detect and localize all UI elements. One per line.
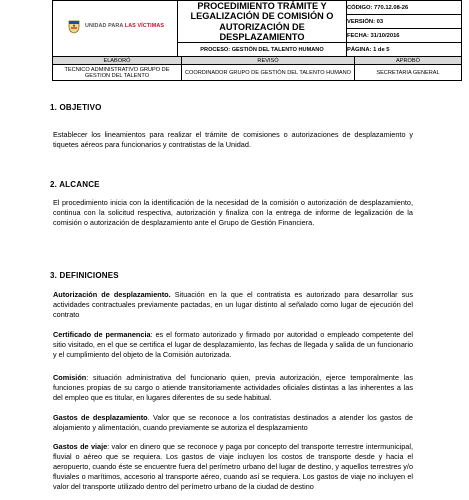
- logo-text: UNIDAD PARA LAS VÍCTIMAS: [84, 23, 165, 29]
- page-number: PÁGINA: 1 de 5: [347, 43, 462, 57]
- document-title: PROCEDIMIENTO TRÁMITE Y LEGALIZACIÓN DE COMISIÓN O AUTORIZACIÓN DE DESPLAZAMIENTO: [178, 1, 347, 43]
- aprobo-value: SECRETARIA GENERAL: [355, 65, 462, 81]
- section-heading-alcance: 2. ALCANCE: [50, 180, 100, 189]
- logo-cell: [53, 1, 178, 57]
- process-name: PROCESO: GESTIÓN DEL TALENTO HUMANO: [178, 43, 347, 57]
- alcance-text: El procedimiento inicia con la identificación de la necesidad de la comisión o autorización de desplazamiento, continua con la solicitud respectiva, autorización y finaliza con la entrega de informe de legalización de la comisión o autorización de desplazamiento ante el Grupo de Gestión Financiera.: [53, 198, 413, 227]
- definition-item: [53, 373, 413, 403]
- definition-term: Gastos de viaje: [53, 442, 108, 451]
- document-version: VERSIÓN: 03: [347, 15, 462, 29]
- definition-term: Gastos de desplazamiento: [53, 413, 148, 422]
- document-header: [52, 0, 462, 57]
- elaboro-header: ELABORÓ: [53, 57, 182, 65]
- definition-term: Certificado de permanencia: [53, 330, 151, 339]
- section-heading-objetivo: 1. OBJETIVO: [50, 103, 102, 112]
- document-code: CÓDIGO: 770.12.08-26: [347, 1, 462, 15]
- definition-text: Situación en la que el contratista es autorizado para desarrollar sus actividades contractuales previamente pactadas, en un lugar distinto al señalado como lugar de ejecución del contrato: [53, 290, 413, 319]
- definition-term: Autorización de desplazamiento.: [53, 290, 171, 299]
- section-heading-definiciones: 3. DEFINICIONES: [50, 271, 119, 280]
- definition-text: : es el formato autorizado y firmado por autoridad o empleado competente del sitio visitado, en el que se certifica el lugar de desplazamiento, las fechas de llegada y salida de un funcionario y el cumplimiento del objeto de la Comisión autorizada.: [53, 330, 413, 359]
- definition-term: Comisión: [53, 373, 87, 382]
- definition-text: . Valor que se reconoce a los contratistas destinados a atender los gastos de alojamiento y alimentación, cuando previamente se autoriza el desplazamiento: [53, 413, 413, 432]
- approval-table: [52, 56, 462, 81]
- reviso-value: COORDINADOR GRUPO DE GESTIÓN DEL TALENTO HUMANO: [182, 65, 355, 81]
- definition-item: [53, 442, 413, 492]
- document-date: FECHA: 31/10/2016: [347, 29, 462, 43]
- aprobo-header: APROBÓ: [355, 57, 462, 65]
- objetivo-text: Establecer los lineamientos para realizar el trámite de comisiones o autorizaciones de desplazamiento y tiquetes aéreos para funcionarios y contratistas de la Unidad.: [53, 130, 413, 149]
- definition-item: [53, 413, 413, 433]
- definition-item: [53, 330, 413, 360]
- elaboro-value: TECNICO ADMINISTRATIVO GRUPO DE GESTION DEL TALENTO: [53, 65, 182, 81]
- reviso-header: REVISÓ: [182, 57, 355, 65]
- unidad-victimas-logo: [66, 18, 164, 34]
- coat-of-arms-icon: [66, 18, 82, 34]
- definition-text: : valor en dinero que se reconoce y paga por concepto del transporte terrestre intermunicipal, fluvial o aéreo que se requiera. Los gastos de viaje incluyen los costos de transporte desde y hacia el aeropuerto, cuando éste se encuentre fuera del perímetro urbano del lugar de destino, y aquellos terrestres y/o fluviales o marítimos, accesorio al transporte aéreo, cuando así se requiera. Los gastos de viaje no incluyen el valor del transporte utilizado dentro del perímetro urbano de la ciudad de destino: [53, 442, 413, 491]
- definition-item: [53, 290, 413, 320]
- definition-text: : situación administrativa del funcionario quien, previa autorización, ejerce temporalmente las funciones propias de su cargo o atiende transitoriamente actividades oficiales distintas a las inherentes a las del empleo que es titular, en lugares diferentes de su sede habitual.: [53, 373, 413, 402]
